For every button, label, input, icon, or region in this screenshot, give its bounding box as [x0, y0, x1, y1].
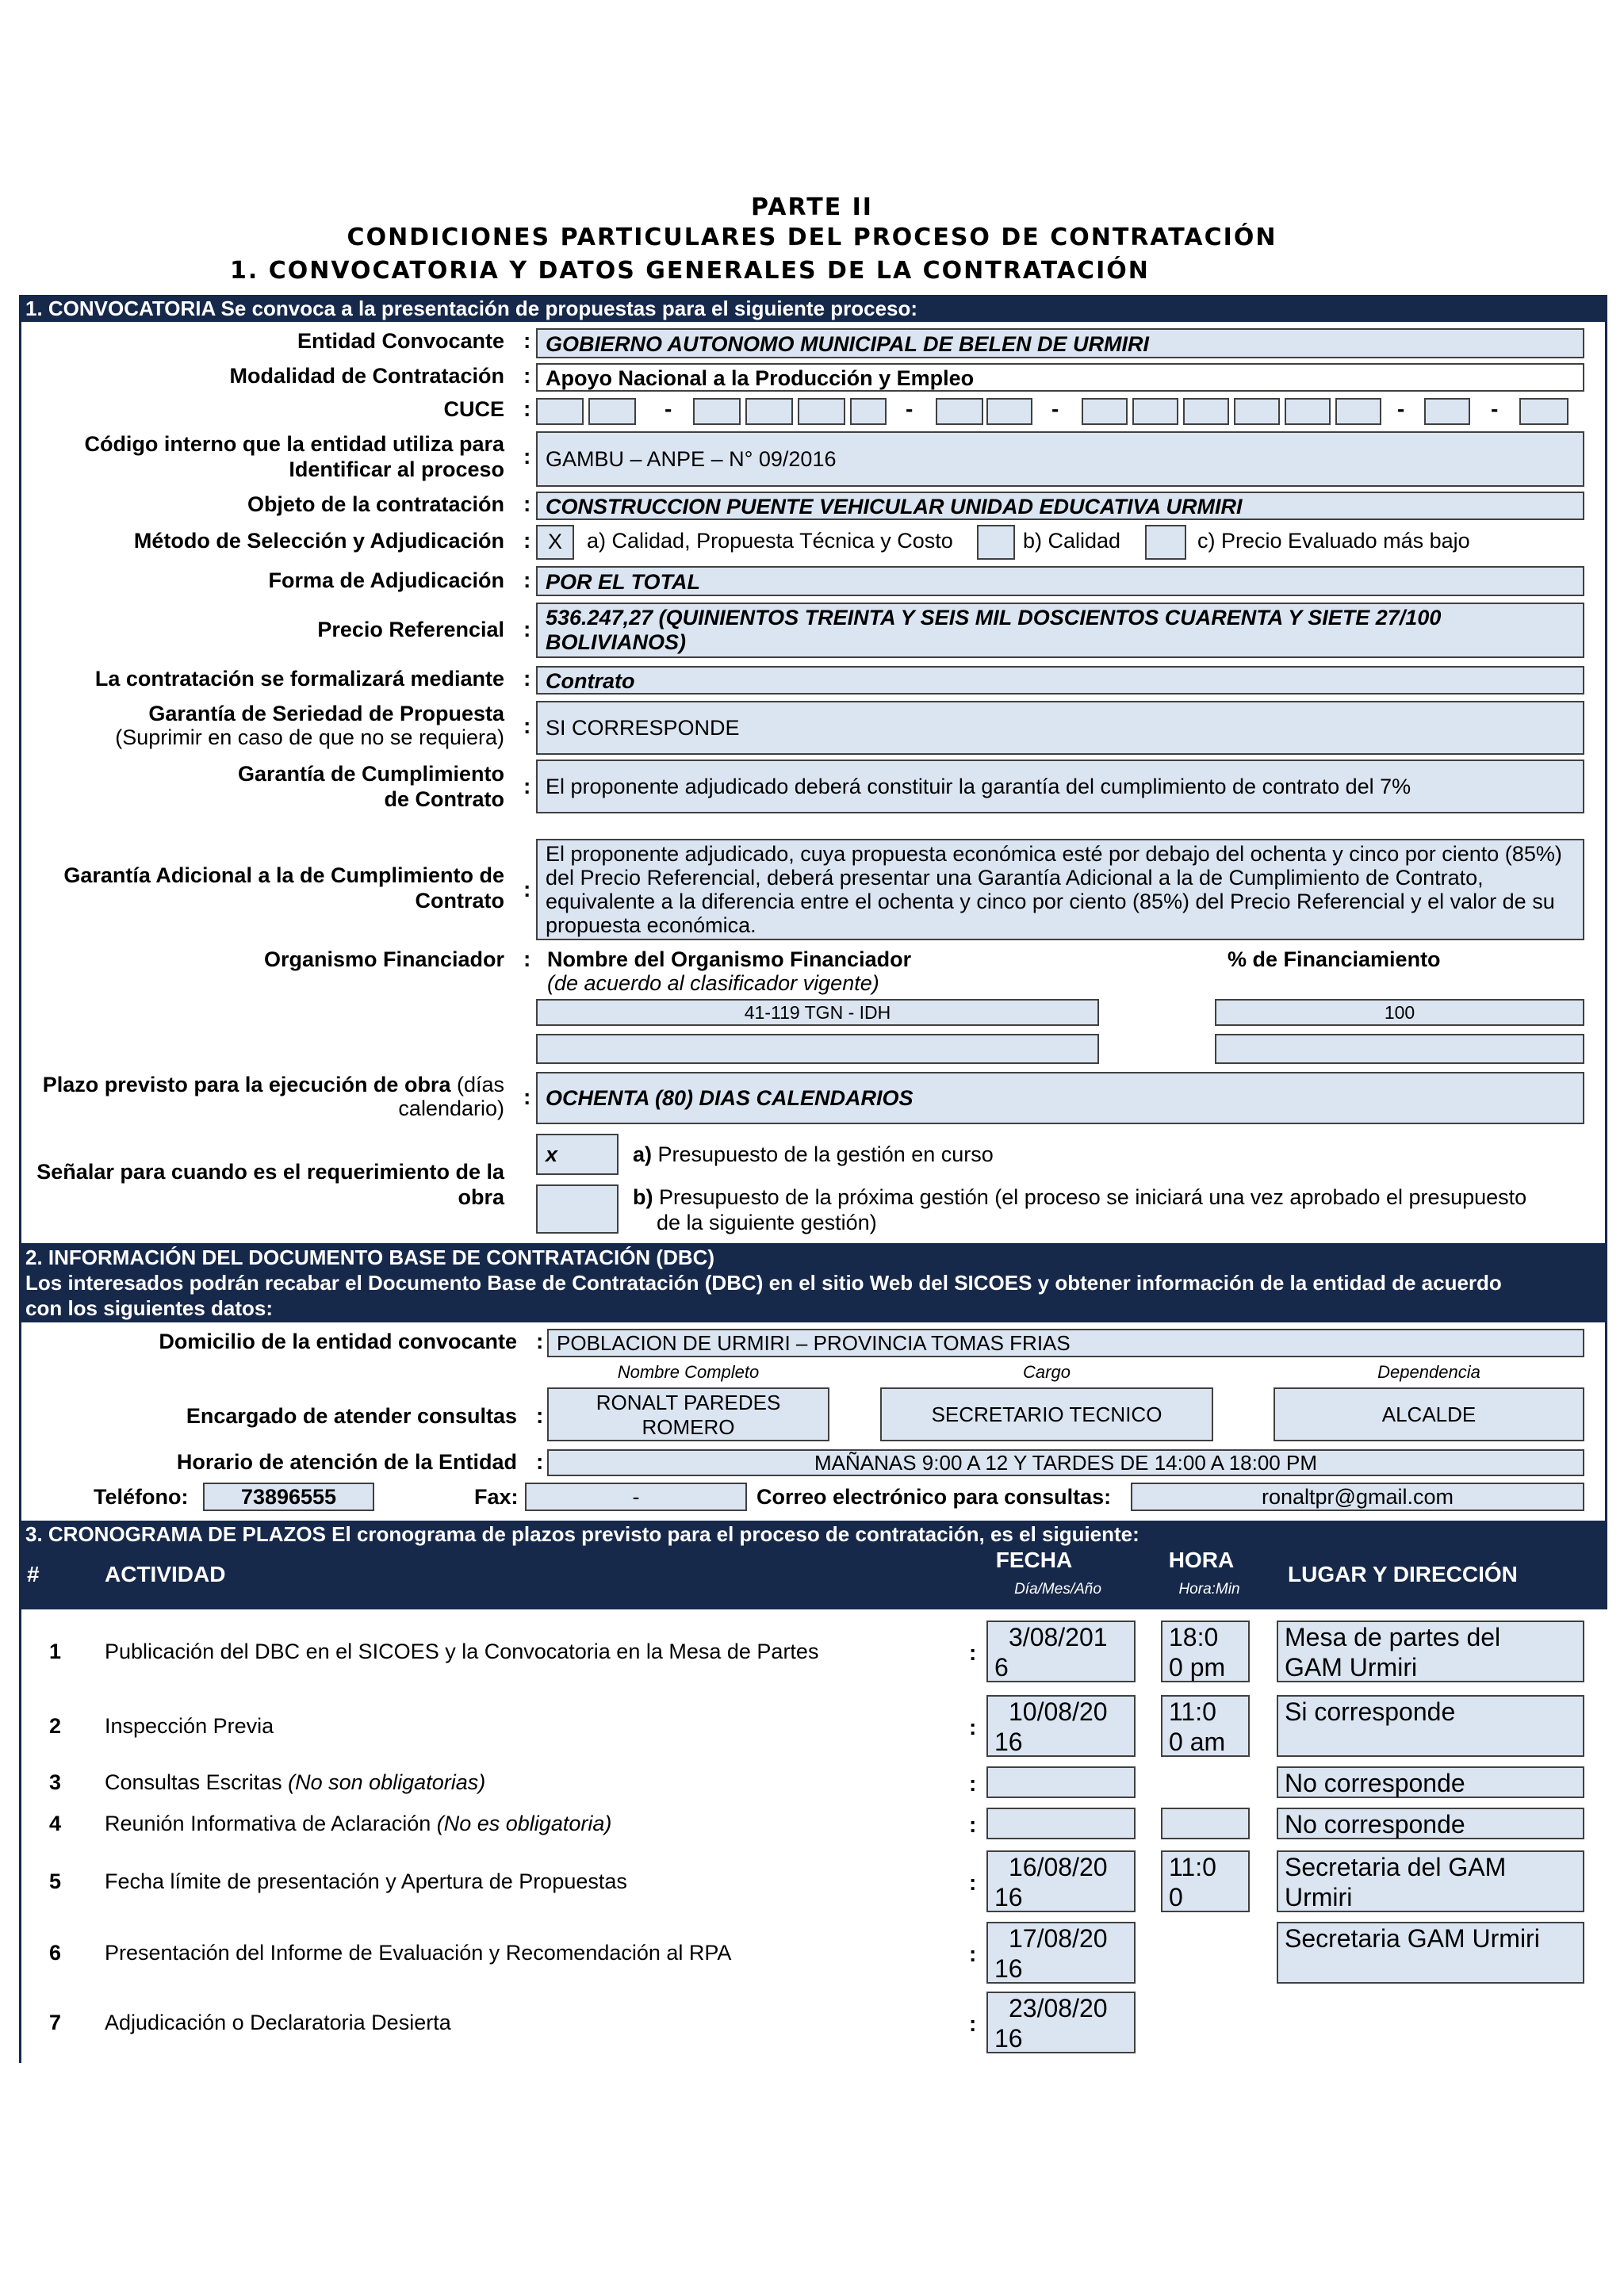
- row-activity: [105, 1811, 611, 1836]
- row-fecha-line-2: 16: [994, 2024, 1023, 2053]
- colon: :: [969, 1771, 977, 1796]
- frame-left-line: [19, 295, 21, 2063]
- senalar-option-a-letter: a): [633, 1142, 653, 1166]
- encargado-nombre-line-1: RONALT PAREDES: [596, 1391, 781, 1414]
- row-fecha: [986, 1808, 1136, 1839]
- organismo-column-note: (de acuerdo al clasificador vigente): [547, 971, 879, 995]
- row-hora-line-2: 0: [1169, 1883, 1183, 1911]
- row-lugar: [1277, 1808, 1584, 1839]
- colon: :: [523, 528, 531, 553]
- row-activity-text: Consultas Escritas: [105, 1770, 289, 1794]
- row-hora-line-2: 0 pm: [1169, 1653, 1226, 1682]
- convocatoria-band: 1. CONVOCATORIA Se convoca a la presentación de propuestas para el siguiente proceso:: [19, 295, 1607, 322]
- cuce-box[interactable]: [536, 398, 584, 425]
- formaliza-value: Contrato: [536, 666, 1584, 695]
- cuce-separator: -: [906, 396, 914, 421]
- domicilio-label: Domicilio de la entidad convocante: [159, 1330, 517, 1353]
- row-number: 5: [49, 1869, 62, 1893]
- plazo-label-line-2: calendario): [398, 1096, 504, 1120]
- row-hora: [1161, 1850, 1250, 1912]
- row-lugar: [1277, 1850, 1584, 1912]
- row-fecha-line-1: 3/08/201: [1009, 1623, 1108, 1651]
- plazo-label-note: (días: [450, 1073, 504, 1096]
- plazo-label-main: Plazo previsto para la ejecución de obra: [42, 1073, 451, 1096]
- row-lugar: [1277, 1695, 1584, 1757]
- colon: :: [969, 1812, 977, 1837]
- row-lugar: [1277, 1621, 1584, 1682]
- encargado-label: Encargado de atender consultas: [186, 1404, 517, 1428]
- organismo-column-percent: % de Financiamiento: [1228, 947, 1441, 971]
- cuce-separator: -: [1051, 396, 1059, 421]
- codigo-value: GAMBU – ANPE – N° 09/2016: [536, 431, 1584, 487]
- column-hora: HORA: [1168, 1548, 1235, 1572]
- senalar-checkbox-b[interactable]: [536, 1184, 619, 1234]
- row-number: 4: [49, 1812, 62, 1835]
- organismo-column-name: Nombre del Organismo Financiador: [547, 947, 912, 971]
- column-hora-sub: Hora:Min: [1178, 1581, 1240, 1598]
- cuce-box[interactable]: [1183, 398, 1229, 425]
- colon: :: [523, 1085, 531, 1109]
- row-activity-text: Adjudicación o Declaratoria Desierta: [105, 2011, 451, 2034]
- frame-right-line: [1605, 295, 1607, 1540]
- entidad-value: GOBIERNO AUTONOMO MUNICIPAL DE BELEN DE URMIRI: [536, 328, 1584, 358]
- document-title: CONDICIONES PARTICULARES DEL PROCESO DE CONTRATACIÓN: [347, 224, 1277, 251]
- horario-label: Horario de atención de la Entidad: [176, 1450, 517, 1474]
- senalar-option-b: [633, 1184, 1526, 1210]
- row-activity: [105, 1940, 731, 1965]
- senalar-option-b-line-2: de la siguiente gestión): [657, 1211, 877, 1234]
- part-heading: PARTE II: [751, 193, 873, 221]
- organismo-percent-1: 100: [1215, 999, 1584, 1026]
- domicilio-value: POBLACION DE URMIRI – PROVINCIA TOMAS FRIAS: [547, 1329, 1584, 1357]
- colon: :: [969, 1640, 977, 1665]
- row-activity-text: Inspección Previa: [105, 1714, 274, 1738]
- adicional-value-line-2: del Precio Referencial, deberá presentar una Garantía Adicional a la de Cumplimiento de Contrato,: [546, 866, 1484, 890]
- organismo-percent-2: [1215, 1034, 1584, 1064]
- seriedad-label-line-2: (Suprimir en caso de que no se requiera): [115, 725, 504, 749]
- colon: :: [523, 617, 531, 641]
- senalar-option-b-text: Presupuesto de la próxima gestión (el proceso se iniciará una vez aprobado el presupuesto: [653, 1185, 1527, 1209]
- adicional-value-line-1: El proponente adjudicado, cuya propuesta económica esté por debajo del ochenta y cinco por ciento (85%): [546, 842, 1562, 866]
- row-hora-line-1: 11:0: [1169, 1697, 1216, 1726]
- horario-value: MAÑANAS 9:00 A 12 Y TARDES DE 14:00 A 18:00 PM: [547, 1449, 1584, 1476]
- row-activity: [105, 1713, 274, 1739]
- row-number: 7: [49, 2011, 62, 2034]
- encargado-dependencia: ALCALDE: [1274, 1387, 1584, 1441]
- row-hora-line-1: 11:0: [1169, 1853, 1216, 1881]
- colon: :: [523, 877, 531, 901]
- row-hora: [1161, 1695, 1250, 1757]
- colon: :: [523, 396, 531, 421]
- codigo-label-line-1: Código interno que la entidad utiliza para: [84, 432, 504, 456]
- adicional-value-line-4: propuesta económica.: [546, 913, 756, 937]
- row-fecha: [986, 1850, 1136, 1912]
- telefono-label: Teléfono:: [94, 1485, 189, 1509]
- row-activity-text: Reunión Informativa de Aclaración: [105, 1812, 437, 1835]
- cuce-box[interactable]: [936, 398, 983, 425]
- colon: :: [536, 1449, 544, 1474]
- row-lugar-line-1: No corresponde: [1285, 1769, 1465, 1797]
- codigo-label-line-2: Identificar al proceso: [289, 457, 504, 481]
- row-fecha-line-2: 16: [994, 1728, 1023, 1756]
- metodo-checkbox-b[interactable]: [977, 525, 1015, 560]
- adicional-label-line-2: Contrato: [415, 889, 504, 913]
- seriedad-value: SI CORRESPONDE: [536, 701, 1584, 755]
- fax-label: Fax:: [474, 1485, 519, 1509]
- row-hora-line-1: 18:0: [1169, 1623, 1219, 1651]
- colon: :: [969, 2011, 977, 2036]
- organismo-name-1: 41-119 TGN - IDH: [536, 999, 1099, 1026]
- formaliza-label: La contratación se formalizará mediante: [94, 667, 504, 691]
- correo-label: Correo electrónico para consultas:: [756, 1485, 1112, 1509]
- column-num: #: [27, 1562, 40, 1586]
- cuce-box[interactable]: [745, 398, 793, 425]
- dbc-band-line-1: 2. INFORMACIÓN DEL DOCUMENTO BASE DE CONTRATACIÓN (DBC): [25, 1246, 715, 1269]
- row-activity-text: Presentación del Informe de Evaluación y Recomendación al RPA: [105, 1941, 732, 1965]
- modalidad-label: Modalidad de Contratación: [229, 364, 504, 388]
- row-number: 6: [49, 1941, 62, 1965]
- column-fecha-sub: Día/Mes/Año: [1014, 1581, 1101, 1598]
- entidad-label: Entidad Convocante: [297, 329, 504, 353]
- precio-label: Precio Referencial: [317, 618, 504, 641]
- cuce-separator: -: [665, 396, 672, 421]
- cuce-box[interactable]: [693, 398, 741, 425]
- senalar-label-line-2: obra: [458, 1185, 504, 1209]
- fax-value: -: [525, 1483, 747, 1511]
- row-fecha-line-1: 23/08/20: [1009, 1994, 1108, 2022]
- dbc-band-line-3: con los siguientes datos:: [25, 1296, 274, 1320]
- colon: :: [969, 1715, 977, 1739]
- row-lugar: [1277, 1922, 1584, 1984]
- encargado-nombre: [547, 1387, 829, 1441]
- colon: :: [523, 774, 531, 798]
- cronograma-band-title: 3. CRONOGRAMA DE PLAZOS El cronograma de plazos previsto para el proceso de contratación, es el siguiente:: [25, 1522, 1139, 1546]
- encargado-nombre-line-2: ROMERO: [642, 1415, 735, 1439]
- senalar-option-a: [633, 1142, 994, 1167]
- column-nombre: Nombre Completo: [617, 1362, 760, 1382]
- colon: :: [523, 444, 531, 469]
- section-title: 1. CONVOCATORIA Y DATOS GENERALES DE LA CONTRATACIÓN: [230, 257, 1150, 285]
- seriedad-label-line-1: Garantía de Seriedad de Propuesta: [148, 702, 504, 725]
- cuce-box[interactable]: [986, 398, 1032, 425]
- metodo-label: Método de Selección y Adjudicación: [133, 529, 504, 553]
- cuce-box[interactable]: [1132, 398, 1178, 425]
- row-activity-text: Fecha límite de presentación y Apertura de Propuestas: [105, 1869, 627, 1893]
- correo-value: ronaltpr@gmail.com: [1131, 1483, 1584, 1511]
- row-fecha: [986, 1992, 1136, 2053]
- row-hora: [1161, 1621, 1250, 1682]
- metodo-option-c: c) Precio Evaluado más bajo: [1197, 529, 1470, 553]
- column-fecha: FECHA: [995, 1548, 1073, 1572]
- metodo-option-b: b) Calidad: [1023, 529, 1121, 553]
- row-number: 3: [49, 1770, 62, 1794]
- cuce-separator: -: [1491, 396, 1499, 421]
- cuce-box[interactable]: [1234, 398, 1280, 425]
- adicional-value-line-3: equivalente a la diferencia entre el ochenta y cinco por ciento (85%) del Precio Referencial y el valor de su: [546, 890, 1555, 913]
- row-fecha-line-2: 16: [994, 1883, 1023, 1911]
- row-lugar-line-2: Urmiri: [1285, 1883, 1353, 1911]
- row-fecha: [986, 1766, 1136, 1798]
- row-hora: [1161, 1808, 1250, 1839]
- adicional-label-line-1: Garantía Adicional a la de Cumplimiento de: [63, 863, 504, 887]
- row-lugar-line-1: Secretaria del GAM: [1285, 1853, 1507, 1881]
- precio-value-line-2: BOLIVIANOS): [546, 630, 687, 654]
- metodo-checkbox-a[interactable]: X: [536, 525, 574, 560]
- cuce-label: CUCE: [443, 397, 504, 421]
- cuce-box[interactable]: [1519, 398, 1568, 425]
- row-lugar-line-1: No corresponde: [1285, 1810, 1465, 1839]
- row-lugar-line-1: Si corresponde: [1285, 1697, 1456, 1726]
- row-fecha-line-2: 16: [994, 1954, 1023, 1983]
- row-fecha-line-1: 10/08/20: [1009, 1697, 1108, 1726]
- organismo-name-2: [536, 1034, 1099, 1064]
- row-fecha-line-1: 17/08/20: [1009, 1924, 1108, 1953]
- cumplimiento-label-line-1: Garantía de Cumplimiento: [237, 762, 504, 786]
- colon: :: [536, 1403, 544, 1428]
- column-cargo: Cargo: [1023, 1362, 1071, 1382]
- colon: :: [523, 363, 531, 388]
- cuce-box[interactable]: [1424, 398, 1470, 425]
- row-hora-line-2: 0 am: [1169, 1728, 1226, 1756]
- row-fecha-line-2: 6: [994, 1653, 1009, 1682]
- cuce-box[interactable]: [798, 398, 845, 425]
- cuce-box[interactable]: [1082, 398, 1128, 425]
- colon: :: [523, 714, 531, 738]
- row-lugar-line-2: GAM Urmiri: [1285, 1653, 1418, 1682]
- metodo-option-a: a) Calidad, Propuesta Técnica y Costo: [587, 529, 953, 553]
- row-fecha: [986, 1695, 1136, 1757]
- adicional-value: [536, 839, 1584, 940]
- forma-label: Forma de Adjudicación: [268, 568, 504, 592]
- row-activity-text: Publicación del DBC en el SICOES y la Convocatoria en la Mesa de Partes: [105, 1640, 819, 1663]
- row-lugar-line-1: Secretaria GAM Urmiri: [1285, 1924, 1540, 1953]
- row-activity: [105, 1770, 485, 1795]
- column-dependencia: Dependencia: [1377, 1362, 1480, 1382]
- cumplimiento-value: El proponente adjudicado deberá constituir la garantía del cumplimiento de contrato del 7%: [536, 760, 1584, 813]
- row-fecha-line-1: 16/08/20: [1009, 1853, 1108, 1881]
- senalar-checkbox-a[interactable]: x: [536, 1134, 619, 1175]
- colon: :: [523, 328, 531, 353]
- cuce-box[interactable]: [850, 398, 887, 425]
- column-lugar: LUGAR Y DIRECCIÓN: [1288, 1562, 1518, 1586]
- organismo-label: Organismo Financiador: [263, 947, 504, 971]
- row-fecha: [986, 1621, 1136, 1682]
- colon: :: [523, 492, 531, 516]
- objeto-value: CONSTRUCCION PUENTE VEHICULAR UNIDAD EDUCATIVA URMIRI: [536, 492, 1584, 520]
- dbc-band-line-2: Los interesados podrán recabar el Documento Base de Contratación (DBC) en el sitio Web del SICOES y obtener información de la entidad de acuerdo: [25, 1271, 1502, 1295]
- precio-value: [536, 603, 1584, 658]
- row-number: 2: [49, 1714, 62, 1738]
- senalar-label-line-1: Señalar para cuando es el requerimiento de la: [36, 1160, 504, 1184]
- row-activity: [105, 1639, 818, 1664]
- forma-value: POR EL TOTAL: [536, 566, 1584, 596]
- row-activity: [105, 1869, 627, 1894]
- cuce-separator: -: [1397, 396, 1405, 421]
- row-fecha: [986, 1922, 1136, 1984]
- colon: :: [523, 947, 531, 971]
- row-lugar-line-1: Mesa de partes del: [1285, 1623, 1501, 1651]
- colon: :: [523, 568, 531, 592]
- cuce-box[interactable]: [1285, 398, 1331, 425]
- plazo-value: OCHENTA (80) DIAS CALENDARIOS: [536, 1072, 1584, 1124]
- dbc-band: [19, 1243, 1607, 1322]
- senalar-option-b-letter: b): [633, 1185, 653, 1209]
- row-lugar: [1277, 1766, 1584, 1798]
- metodo-checkbox-c[interactable]: [1145, 525, 1186, 560]
- precio-value-line-1: 536.247,27 (QUINIENTOS TREINTA Y SEIS MIL DOSCIENTOS CUARENTA Y SIETE 27/100: [546, 606, 1442, 629]
- row-activity: [105, 2010, 451, 2035]
- modalidad-value: Apoyo Nacional a la Producción y Empleo: [536, 363, 1584, 392]
- colon: :: [969, 1870, 977, 1895]
- telefono-value: 73896555: [203, 1483, 374, 1511]
- row-number: 1: [49, 1640, 62, 1663]
- cumplimiento-label-line-2: de Contrato: [384, 787, 504, 811]
- senalar-option-a-text: Presupuesto de la gestión en curso: [652, 1142, 994, 1166]
- colon: :: [536, 1329, 544, 1353]
- colon: :: [523, 666, 531, 691]
- cuce-box[interactable]: [588, 398, 636, 425]
- column-actividad: ACTIVIDAD: [105, 1562, 226, 1586]
- cuce-box[interactable]: [1335, 398, 1381, 425]
- plazo-label-line-1: [24, 1072, 504, 1097]
- row-activity-note: (No son obligatorias): [288, 1770, 486, 1794]
- encargado-cargo: SECRETARIO TECNICO: [880, 1387, 1213, 1441]
- colon: :: [969, 1942, 977, 1966]
- objeto-label: Objeto de la contratación: [247, 492, 504, 516]
- row-activity-note: (No es obligatoria): [436, 1812, 612, 1835]
